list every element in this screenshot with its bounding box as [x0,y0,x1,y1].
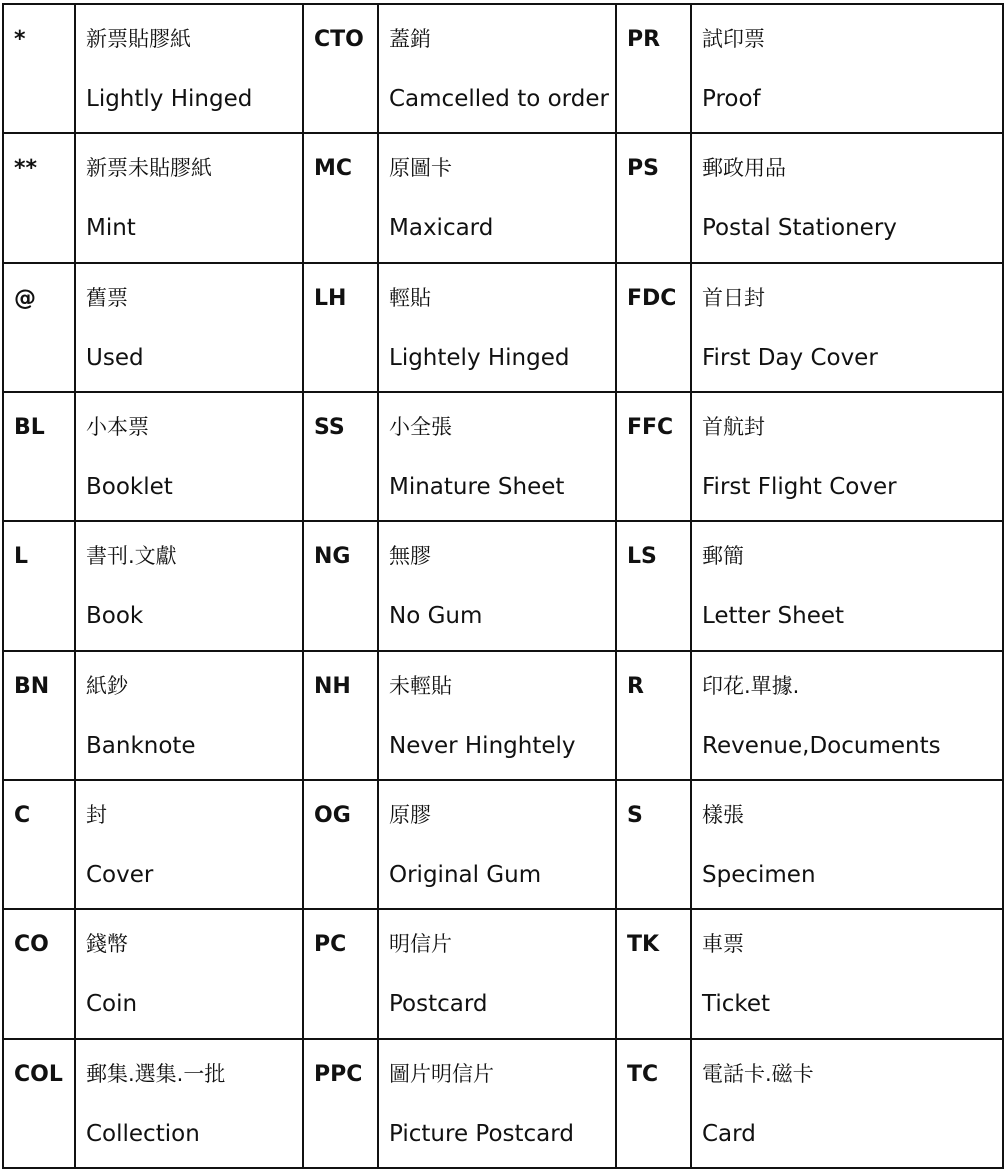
chinese-term: 封 [86,802,107,827]
code-cell [616,521,691,650]
english-term: Postal Stationery [702,215,897,242]
english-term: No Gum [389,603,483,630]
chinese-term: 郵簡 [702,544,744,569]
english-term: Booklet [86,473,173,500]
code-cell [303,521,378,650]
chinese-term: 原圖卡 [389,156,452,181]
chinese-term: 圖片明信片 [389,1061,494,1086]
description-cell [75,392,303,521]
description-cell [691,133,1003,262]
code-cell [303,263,378,392]
code-cell [303,651,378,780]
english-term: Ticket [702,991,771,1018]
abbreviation-code: FDC [627,285,677,311]
chinese-term: 新票貼膠紙 [86,27,191,51]
chinese-term: 印花.單據. [702,673,800,698]
english-term: Minature Sheet [389,473,565,500]
code-cell [616,1039,691,1168]
english-term: Cover [86,861,154,888]
chinese-term: 樣張 [702,802,744,827]
code-cell [3,909,75,1038]
description-cell [691,4,1003,133]
chinese-term: 電話卡.磁卡 [702,1061,814,1086]
chinese-term: 舊票 [86,285,128,310]
english-term: Card [702,1120,756,1147]
abbreviation-code: * [14,27,26,52]
chinese-term: 首航封 [702,414,765,439]
description-cell [75,909,303,1038]
code-cell [616,909,691,1038]
english-term: Lightly Hinged [86,86,253,112]
code-cell [3,4,75,133]
abbreviation-code: TK [627,932,660,958]
abbreviation-code: FFC [627,414,674,440]
table-body [3,4,1003,1168]
code-cell [616,263,691,392]
english-term: Revenue,Documents [702,732,941,759]
code-cell [616,4,691,133]
english-term: First Flight Cover [702,473,897,500]
code-cell [303,392,378,521]
english-term: Original Gum [389,861,542,888]
code-cell [616,651,691,780]
abbreviation-code: PC [314,932,347,958]
description-cell [75,133,303,262]
code-cell [303,4,378,133]
abbreviation-code: PR [627,27,661,52]
english-term: First Day Cover [702,344,878,371]
english-term: Coin [86,991,138,1018]
abbreviation-code: TC [627,1061,659,1087]
code-cell [303,780,378,909]
code-cell [3,651,75,780]
chinese-term: 明信片 [389,932,452,957]
description-cell [378,392,616,521]
chinese-term: 書刊.文獻 [86,544,177,569]
chinese-term: 新票未貼膠紙 [86,156,212,181]
table-row [3,909,1003,1038]
chinese-term: 無膠 [389,544,431,569]
chinese-term: 輕貼 [389,285,431,310]
table-row [3,392,1003,521]
code-cell [3,263,75,392]
description-cell [691,780,1003,909]
abbreviation-code: ** [14,156,38,182]
chinese-term: 首日封 [702,285,765,310]
english-term: Used [86,344,144,371]
abbreviation-code: LH [314,285,347,311]
abbreviation-code: BN [14,673,50,699]
description-cell [378,1039,616,1168]
abbreviation-code: LS [627,544,657,570]
chinese-term: 錢幣 [86,932,128,957]
english-term: Mint [86,215,136,242]
abbreviation-code: C [14,802,31,828]
english-term: Picture Postcard [389,1120,574,1147]
abbreviation-code: BL [14,414,45,440]
chinese-term: 郵集.選集.一批 [86,1061,226,1086]
code-cell [3,780,75,909]
english-term: Collection [86,1120,200,1147]
chinese-term: 車票 [702,932,744,957]
code-cell [3,1039,75,1168]
chinese-term: 紙鈔 [86,673,128,698]
abbreviation-code: L [14,544,29,570]
code-cell [616,780,691,909]
abbreviation-code: OG [314,802,351,828]
abbreviation-code: NG [314,544,351,570]
table-row [3,780,1003,909]
description-cell [691,263,1003,392]
description-cell [378,4,616,133]
chinese-term: 郵政用品 [702,156,786,181]
description-cell [75,521,303,650]
english-term: Banknote [86,732,196,759]
table-row [3,1039,1003,1168]
code-cell [3,521,75,650]
english-term: Camcelled to order [389,86,609,112]
description-cell [75,1039,303,1168]
description-cell [378,133,616,262]
description-cell [691,392,1003,521]
abbreviation-code: S [627,802,643,828]
description-cell [378,909,616,1038]
description-cell [378,780,616,909]
description-cell [75,651,303,780]
chinese-term: 未輕貼 [389,673,452,698]
description-cell [378,651,616,780]
abbreviation-code: COL [14,1061,63,1087]
code-cell [616,133,691,262]
description-cell [378,521,616,650]
table-row [3,651,1003,780]
chinese-term: 蓋銷 [389,27,431,51]
chinese-term: 原膠 [389,802,431,827]
description-cell [75,4,303,133]
description-cell [75,780,303,909]
code-cell [3,392,75,521]
english-term: Book [86,603,144,630]
table-row [3,4,1003,133]
table-row [3,133,1003,262]
code-cell [303,909,378,1038]
description-cell [691,651,1003,780]
table-row [3,263,1003,392]
chinese-term: 小本票 [86,414,149,439]
abbreviation-code: R [627,673,644,699]
english-term: Maxicard [389,215,494,242]
english-term: Never Hinghtely [389,732,576,759]
code-cell [616,392,691,521]
abbreviation-table [2,3,1004,1169]
code-cell [3,133,75,262]
abbreviation-code: CO [14,932,49,958]
code-cell [303,1039,378,1168]
description-cell [378,263,616,392]
description-cell [75,263,303,392]
abbreviation-code: PS [627,156,659,182]
english-term: Specimen [702,861,816,888]
chinese-term: 小全張 [389,414,452,439]
english-term: Lightely Hinged [389,344,570,371]
abbreviation-code: SS [314,414,345,440]
code-cell [303,133,378,262]
description-cell [691,909,1003,1038]
abbreviation-code: PPC [314,1061,363,1087]
abbreviation-code: @ [14,285,36,311]
english-term: Postcard [389,991,488,1018]
table-row [3,521,1003,650]
abbreviation-code: NH [314,673,351,699]
chinese-term: 試印票 [702,27,765,51]
english-term: Letter Sheet [702,603,845,630]
abbreviation-code: CTO [314,27,364,52]
english-term: Proof [702,86,761,112]
description-cell [691,1039,1003,1168]
description-cell [691,521,1003,650]
abbreviation-code: MC [314,156,353,182]
